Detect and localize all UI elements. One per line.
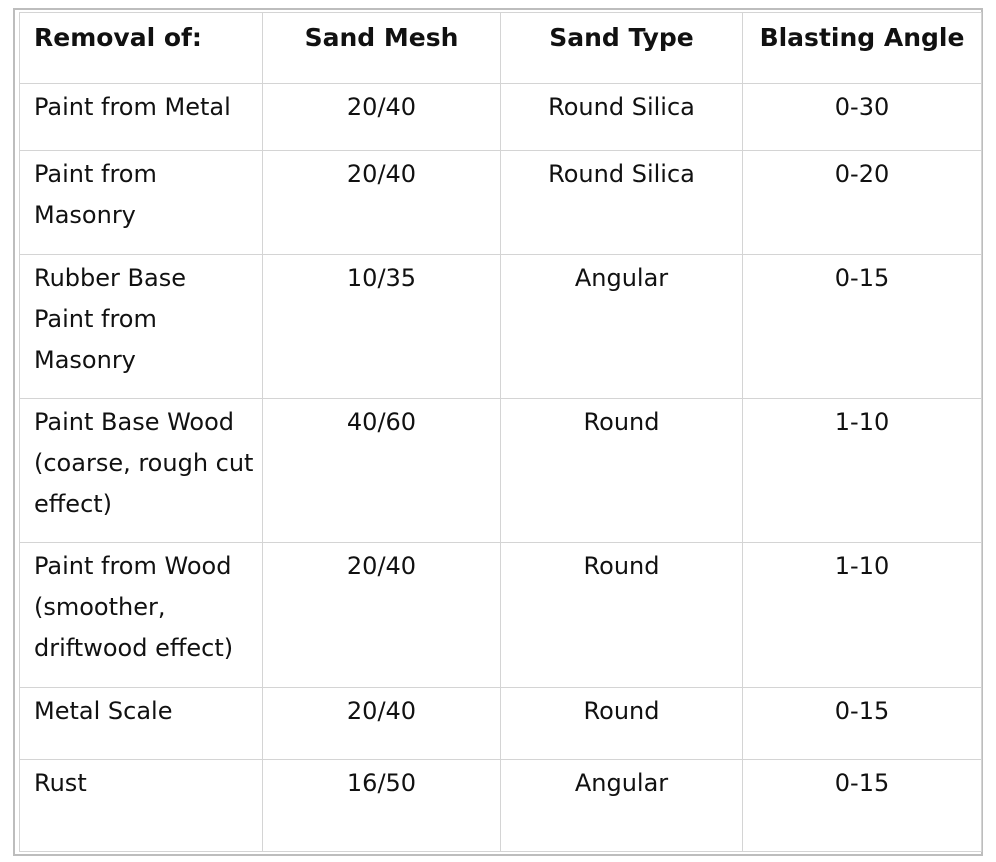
- cell-removal-of: Rubber Base Paint from Masonry: [20, 255, 263, 399]
- cell-removal-of: Paint from Metal: [20, 84, 263, 151]
- cell-blasting-angle: 0-15: [743, 760, 982, 852]
- header-removal-of: Removal of:: [20, 13, 263, 84]
- header-blasting-angle: Blasting Angle: [743, 13, 982, 84]
- cell-sand-mesh: 20/40: [263, 543, 501, 688]
- cell-removal-of: Paint from Wood (smoother, driftwood effect): [20, 543, 263, 688]
- cell-blasting-angle: 1-10: [743, 399, 982, 543]
- cell-sand-mesh: 40/60: [263, 399, 501, 543]
- table-row: [20, 255, 982, 399]
- sandblasting-table: [19, 12, 982, 852]
- header-sand-mesh: Sand Mesh: [263, 13, 501, 84]
- cell-removal-of: Metal Scale: [20, 688, 263, 760]
- table-row: [20, 688, 982, 760]
- cell-blasting-angle: 0-15: [743, 688, 982, 760]
- cell-sand-mesh: 20/40: [263, 151, 501, 255]
- cell-sand-type: Angular: [501, 760, 743, 852]
- header-row: [20, 13, 982, 84]
- cell-sand-type: Round Silica: [501, 151, 743, 255]
- table-row: [20, 399, 982, 543]
- cell-blasting-angle: 0-20: [743, 151, 982, 255]
- cell-blasting-angle: 0-15: [743, 255, 982, 399]
- table-row: [20, 760, 982, 852]
- table-row: [20, 151, 982, 255]
- cell-sand-mesh: 20/40: [263, 688, 501, 760]
- cell-removal-of: Paint from Masonry: [20, 151, 263, 255]
- cell-sand-type: Angular: [501, 255, 743, 399]
- cell-sand-type: Round: [501, 399, 743, 543]
- cell-sand-mesh: 16/50: [263, 760, 501, 852]
- cell-sand-type: Round: [501, 688, 743, 760]
- table-row: [20, 84, 982, 151]
- header-sand-type: Sand Type: [501, 13, 743, 84]
- cell-sand-type: Round Silica: [501, 84, 743, 151]
- cell-blasting-angle: 0-30: [743, 84, 982, 151]
- cell-sand-mesh: 20/40: [263, 84, 501, 151]
- cell-blasting-angle: 1-10: [743, 543, 982, 688]
- cell-removal-of: Rust: [20, 760, 263, 852]
- cell-sand-type: Round: [501, 543, 743, 688]
- cell-removal-of: Paint Base Wood (coarse, rough cut effect): [20, 399, 263, 543]
- table-row: [20, 543, 982, 688]
- cell-sand-mesh: 10/35: [263, 255, 501, 399]
